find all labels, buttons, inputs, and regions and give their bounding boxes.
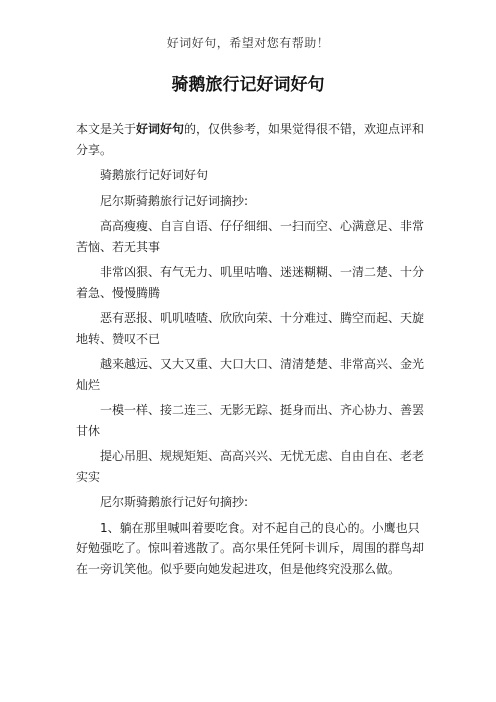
word-list-paragraph: 越来越远、又大又重、大口大口、清清楚楚、非常高兴、金光灿烂 <box>76 357 425 392</box>
intro-paragraph <box>76 119 426 160</box>
sentence-paragraph: 1、躺在那里喊叫着要吃食。对不起自己的良心的。小鹰也只好勉强吃了。惊叫着逃散了。高尔果任凭阿卡训斥，周围的群鸟却在一旁讥笑他。似乎要向她发起进攻，但是他终究没那么做。 <box>76 520 425 576</box>
word-list-paragraph: 高高瘦瘦、自言自语、仔仔细细、一扫而空、心满意足、非常苦恼、若无其事 <box>76 219 425 254</box>
document-title: 骑鹅旅行记好词好句 <box>171 75 325 95</box>
intro-text-after: 的，仅供参考，如果觉得很不错，欢迎点评和分享。 <box>76 122 425 157</box>
word-list-paragraph: 提心吊胆、规规矩矩、高高兴兴、无忧无虑、自由自在、老老实实 <box>76 449 425 484</box>
section-heading-sentences: 尼尔斯骑鹅旅行记好句摘抄: <box>100 495 249 509</box>
intro-text-before: 本文是关于 <box>76 122 137 136</box>
word-list-paragraph: 一模一样、接二连三、无影无踪、挺身而出、齐心协力、善罢甘休 <box>76 403 425 438</box>
document-body <box>76 119 426 584</box>
section-heading-words: 尼尔斯骑鹅旅行记好词摘抄: <box>100 193 249 208</box>
word-list-paragraph: 恶有恶报、叽叽喳喳、欣欣向荣、十分难过、腾空而起、天旋地转、赞叹不已 <box>76 311 425 346</box>
intro-keyword: 好词好句 <box>136 122 185 136</box>
header-note: 好词好句，希望对您有帮助！ <box>166 36 330 50</box>
word-list-paragraph: 非常凶狠、有气无力、叽里咕噜、迷迷糊糊、一清二楚、十分着急、慢慢腾腾 <box>76 265 425 300</box>
paragraph-subtitle: 骑鹅旅行记好词好句 <box>100 168 209 182</box>
